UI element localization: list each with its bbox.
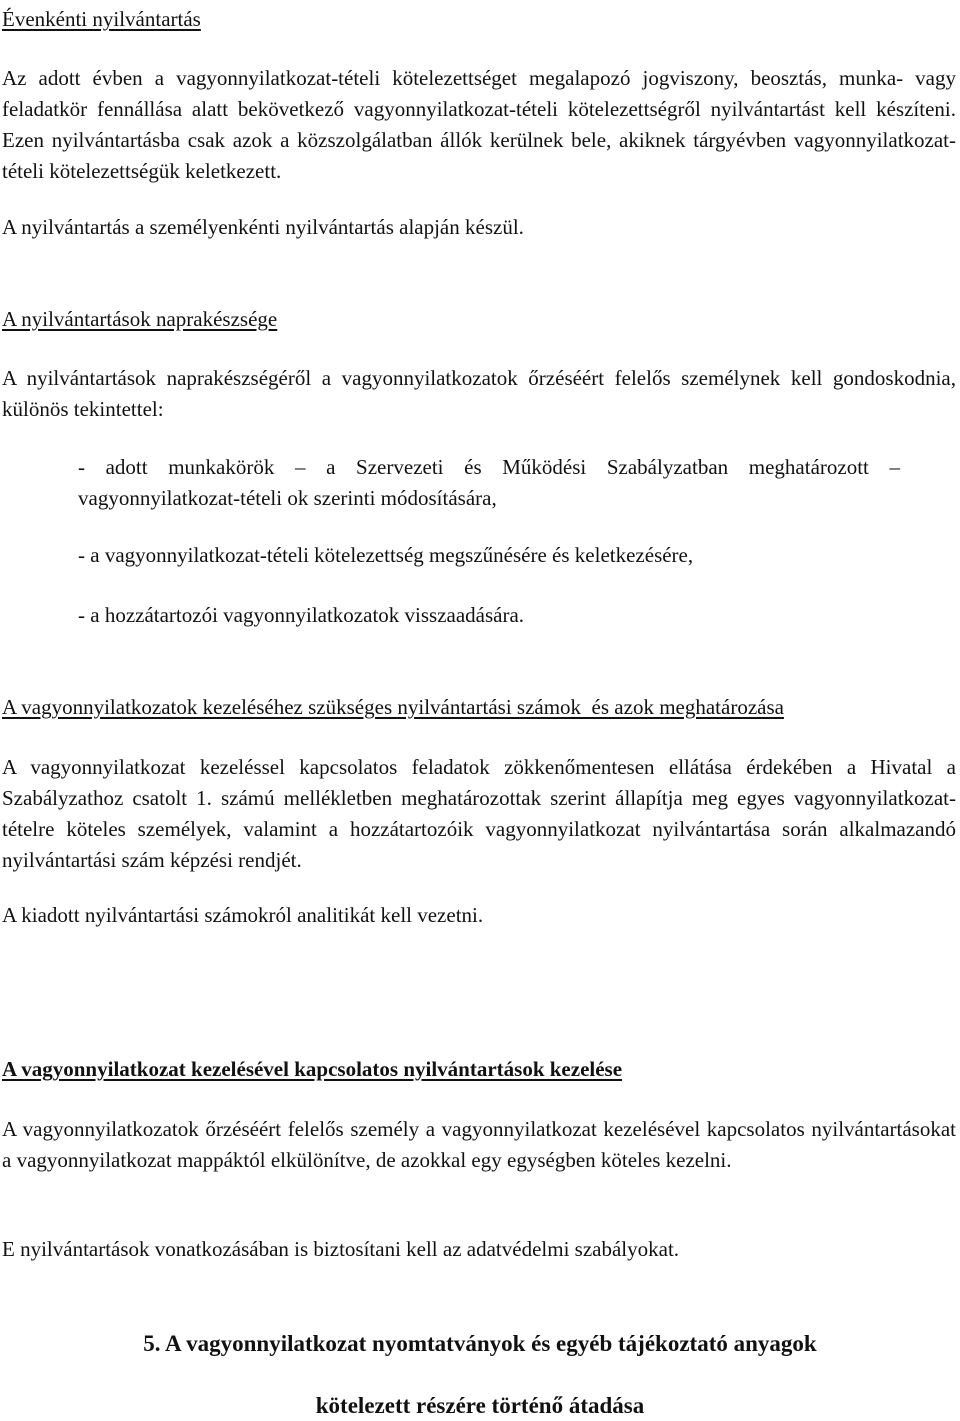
section-heading-up-to-date: A nyilvántartások naprakészsége <box>2 307 278 331</box>
paragraph-register-handling: A vagyonnyilatkozatok őrzéséért felelős személy a vagyonnyilatkozat kezelésével kapcsolatos nyilvántartásokat a vagyonnyilatkozat mappáktól elkülönítve, de azokkal egy egységben köteles kezelni. <box>2 1117 956 1172</box>
paragraph-annual-register: Az adott évben a vagyonnyilatkozat-tételi kötelezettséget megalapozó jogviszony, beosztás, munka- vagy feladatkör fennállása alatt bekövetkező vagyonnyilatkozat-tételi kötelezettségről nyilvántartást kell készíteni. Ezen nyilvántartásba csak azok a közszolgálatban állók kerülnek bele, akiknek tárgyévben vagyonnyilatkozat-tételi kötelezettségük keletkezett. <box>2 66 956 183</box>
section-heading-register-handling: A vagyonnyilatkozat kezelésével kapcsolatos nyilvántartások kezelése <box>2 1057 623 1081</box>
list-item: - a vagyonnyilatkozat-tételi kötelezettség megszűnésére és keletkezésére, <box>78 543 694 567</box>
paragraph-up-to-date: A nyilvántartások naprakészségéről a vagyonnyilatkozatok őrzéséért felelős személynek kell gondoskodnia, különös tekintettel: <box>2 366 956 421</box>
section-heading-register-numbers: A vagyonnyilatkozatok kezeléséhez szükséges nyilvántartási számok és azok meghatározása <box>2 695 784 719</box>
paragraph-analytics: A kiadott nyilvántartási számokról analitikát kell vezetni. <box>2 903 484 927</box>
paragraph-register-basis: A nyilvántartás a személyenkénti nyilvántartás alapján készül. <box>2 215 524 239</box>
chapter-heading-line-1: 5. A vagyonnyilatkozat nyomtatványok és egyéb tájékoztató anyagok <box>143 1331 817 1356</box>
list-item: - a hozzátartozói vagyonnyilatkozatok visszaadására. <box>78 603 525 627</box>
chapter-heading-line-2: kötelezett részére történő átadása <box>315 1393 645 1418</box>
paragraph-register-numbers: A vagyonnyilatkozat kezeléssel kapcsolatos feladatok zökkenőmentesen ellátása érdekében a Hivatal a Szabályzathoz csatolt 1. számú mellékletben meghatározottak szerint állapítja meg egyes vagyonnyilatkozat-tételre köteles személyek, valamint a hozzátartozóik vagyonnyilatkozat nyilvántartása során alkalmazandó nyilvántartási szám képzési rendjét. <box>2 755 956 872</box>
paragraph-data-protection: E nyilvántartások vonatkozásában is biztosítani kell az adatvédelmi szabályokat. <box>2 1237 680 1261</box>
section-heading-annual-register: Évenkénti nyilvántartás <box>2 7 201 31</box>
list-item: - adott munkakörök – a Szervezeti és Működési Szabályzatban meghatározott – vagyonnyilatkozat-tételi ok szerinti módosítására, <box>78 455 900 510</box>
